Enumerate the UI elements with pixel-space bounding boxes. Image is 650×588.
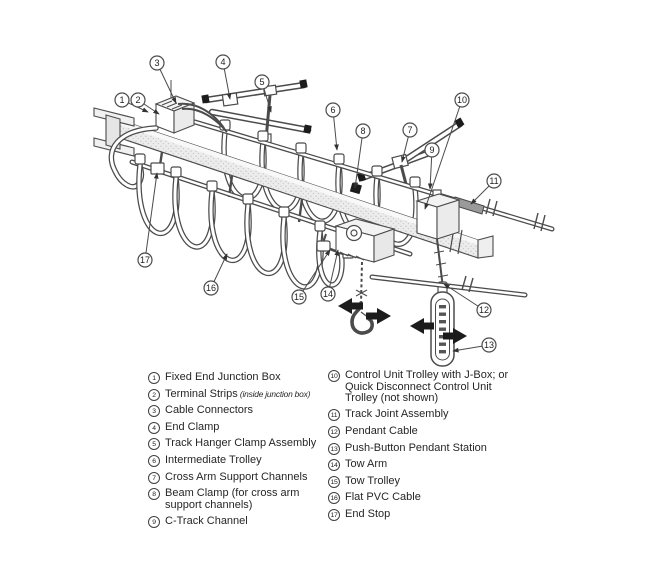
callout-number-5: 5	[259, 77, 265, 88]
legend-item-label: Track Joint Assembly	[345, 408, 449, 421]
callout-9	[425, 143, 439, 189]
callout-3	[150, 56, 176, 103]
legend-item-label: Track Hanger Clamp Assembly	[165, 437, 317, 450]
fixed-end-junction-box	[156, 80, 227, 133]
legend-item-16	[328, 492, 514, 504]
legend-item-5	[148, 438, 330, 450]
callout-number-7: 7	[407, 125, 413, 136]
legend-item-8	[148, 488, 330, 511]
legend-item-number: 6	[148, 455, 160, 467]
legend-item-7	[148, 472, 330, 484]
callout-number-14: 14	[322, 289, 334, 300]
legend-column-left	[148, 372, 330, 533]
legend-item-2	[148, 389, 330, 401]
legend-item-label: Beam Clamp (for cross arm support channels)	[165, 487, 300, 511]
legend-item-3	[148, 405, 330, 417]
legend-item-label: Push-Button Pendant Station	[345, 441, 487, 454]
legend-item-14	[328, 459, 514, 471]
callout-number-15: 15	[293, 292, 305, 303]
callout-number-2: 2	[135, 95, 141, 106]
callout-number-13: 13	[483, 340, 495, 351]
legend-item-13	[328, 443, 514, 455]
legend-item-label: Terminal Strips (inside junction box)	[165, 387, 311, 400]
legend-item-label: C-Track Channel	[165, 514, 248, 527]
arrow-left-hook	[338, 298, 363, 314]
callout-number-6: 6	[330, 105, 336, 116]
legend-item-number: 3	[148, 405, 160, 417]
legend-item-label: Intermediate Trolley	[165, 453, 262, 466]
legend-item-number: 4	[148, 422, 160, 434]
callout-number-4: 4	[220, 57, 226, 68]
legend-item-15	[328, 476, 514, 488]
legend-item-label: End Stop	[345, 507, 391, 520]
push-button-pendant-station	[431, 282, 454, 366]
legend-item-label: Pendant Cable	[345, 424, 418, 437]
legend-item-number: 7	[148, 472, 160, 484]
callout-number-12: 12	[478, 305, 490, 316]
legend-item-17	[328, 509, 514, 521]
legend-item-number: 2	[148, 389, 160, 401]
flat-pvc-cable-front-loops	[139, 165, 342, 287]
legend-item-10	[328, 370, 514, 405]
legend-item-number: 1	[148, 372, 160, 384]
legend-item-12	[328, 426, 514, 438]
end-stop	[151, 163, 164, 174]
legend-item-number: 13	[328, 443, 340, 455]
tow-trolley	[317, 241, 330, 251]
callout-number-8: 8	[360, 126, 366, 137]
legend-item-number: 5	[148, 438, 160, 450]
legend-item-number: 10	[328, 370, 340, 382]
legend-item-note: (inside junction box)	[237, 388, 311, 399]
callout-11	[471, 174, 501, 204]
callout-6	[326, 103, 340, 150]
legend-item-label: Flat PVC Cable	[345, 491, 421, 504]
legend-item-9	[148, 516, 330, 528]
callout-number-11: 11	[489, 176, 499, 187]
callout-number-10: 10	[456, 95, 468, 106]
legend-item-6	[148, 455, 330, 467]
legend-item-number: 11	[328, 409, 340, 421]
legend-item-11	[328, 409, 514, 421]
hoist-chain	[361, 262, 362, 303]
callout-4	[216, 55, 230, 99]
callout-number-9: 9	[429, 145, 435, 156]
legend-item-1	[148, 372, 330, 384]
callout-number-16: 16	[205, 283, 217, 294]
legend-item-number: 16	[328, 492, 340, 504]
legend-item-number: 12	[328, 426, 340, 438]
legend-column-right	[328, 370, 514, 526]
legend-item-4	[148, 422, 330, 434]
legend-item-label: Control Unit Trolley with J-Box; or Quick Disconnect Control Unit Trolley (not shown)	[345, 369, 509, 405]
legend-item-label: Cross Arm Support Channels	[165, 470, 308, 483]
callout-16	[204, 254, 227, 295]
legend-item-number: 8	[148, 488, 160, 500]
legend-item-number: 17	[328, 509, 340, 521]
callout-number-1: 1	[119, 95, 125, 106]
legend-item-number: 14	[328, 459, 340, 471]
legend-item-label: Fixed End Junction Box	[165, 371, 281, 383]
lower-track-rod	[372, 276, 525, 295]
legend-item-number: 9	[148, 516, 160, 528]
legend-item-label: Cable Connectors	[165, 404, 254, 417]
legend-item-number: 15	[328, 476, 340, 488]
legend-item-label: Tow Arm	[345, 458, 388, 471]
callout-number-3: 3	[154, 58, 160, 69]
legend-item-label: End Clamp	[165, 420, 220, 433]
callout-number-17: 17	[139, 255, 151, 266]
legend-item-label: Tow Trolley	[345, 474, 401, 487]
